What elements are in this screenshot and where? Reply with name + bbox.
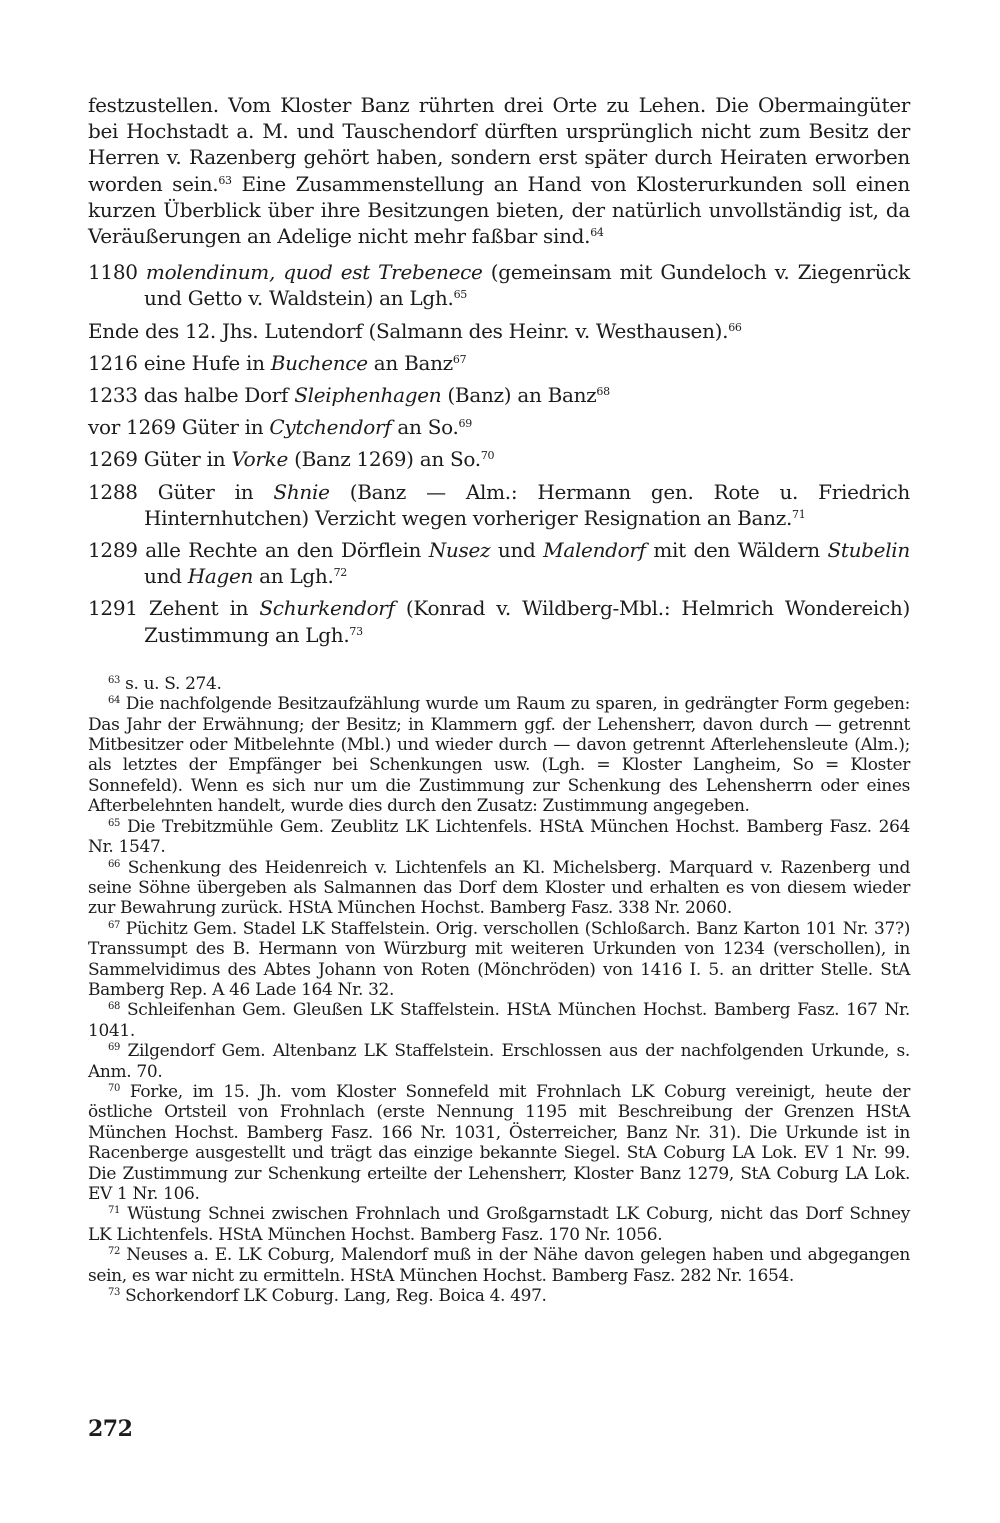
footnote: [88, 1041, 910, 1082]
footnote: [88, 817, 910, 858]
footnote: [88, 1000, 910, 1041]
entry-year: 1291: [88, 596, 138, 621]
entry-place: Vorke: [231, 447, 289, 472]
list-item: [88, 259, 910, 311]
list-item: [88, 479, 910, 531]
list-item: [88, 446, 910, 472]
entry-year: 1180: [88, 260, 138, 285]
entry-place: Nusez: [428, 538, 491, 563]
intro-paragraph: [88, 92, 910, 249]
list-item: [88, 382, 910, 408]
entry-year: 1233: [88, 383, 138, 408]
list-item: [88, 318, 910, 344]
entry-place: Sleiphenhagen: [294, 383, 442, 408]
entry-year: 1289: [88, 538, 138, 563]
footnote: [88, 1204, 910, 1245]
entry-text: Güter in: [175, 415, 270, 440]
entry-place: molendinum, quod est Trebenece: [145, 260, 483, 285]
entry-place: Malendorf: [543, 538, 646, 563]
footnote-ref[interactable]: 67: [452, 352, 467, 366]
entry-year: 1269: [88, 447, 138, 472]
footnote-text: Schleifenhan Gem. Gleußen LK Staffelstein. HStA München Hochst. Bamberg Fasz. 167 Nr. 1041.: [88, 1000, 910, 1041]
footnote-number: 72: [108, 1246, 121, 1258]
entry-text: Güter in: [137, 447, 232, 472]
footnote: [88, 858, 910, 919]
entry-text: (Konrad v. Wildberg-Mbl.: Helmrich Wondereich) Zustimmung an Lgh.: [144, 596, 910, 647]
footnote-ref[interactable]: 70: [480, 449, 495, 463]
entry-text: an Banz: [367, 350, 453, 375]
footnote-number: 70: [108, 1082, 121, 1094]
footnote-number: 66: [108, 858, 121, 870]
entry-text: (Banz — Alm.: Hermann gen. Rote u. Friedrich Hinternhutchen) Verzicht wegen vorheriger Resignation an Banz.: [144, 479, 910, 530]
entry-text: Zehent in: [137, 596, 260, 621]
entry-year: vor 1269: [88, 415, 176, 440]
footnote-number: 71: [108, 1205, 121, 1217]
footnote-ref[interactable]: 72: [333, 566, 347, 580]
intro-text-2: Eine Zusammenstellung an Hand von Klosterurkunden soll einen kurzen Überblick über ihre Besitzungen bieten, der natürlich unvollständig ist, da Veräußerungen an Adelige nicht mehr faßbar sind.: [88, 171, 910, 249]
entry-place: Hagen: [187, 564, 254, 589]
entry-text: (Banz) an Banz: [441, 383, 597, 408]
footnote-number: 65: [108, 817, 121, 829]
entry-text: an So.: [391, 415, 459, 440]
footnote-ref-63[interactable]: 63: [218, 173, 232, 187]
footnote-text: Schorkendorf LK Coburg. Lang, Reg. Boica 4. 497.: [120, 1286, 547, 1307]
footnote-ref[interactable]: 71: [792, 507, 806, 521]
footnote-number: 64: [108, 695, 121, 707]
footnote-text: Wüstung Schnei zwischen Frohnlach und Großgarnstadt LK Coburg, nicht das Dorf Schney LK Lichtenfels. HStA München Hochst. Bamberg Fasz. 170 Nr. 1056.: [88, 1204, 910, 1245]
entry-place: Buchence: [270, 350, 368, 375]
entry-place: Cytchendorf: [269, 415, 392, 440]
list-item: [88, 414, 910, 440]
entry-place: Stubelin: [827, 538, 910, 563]
footnote-text: Die nachfolgende Besitzaufzählung wurde um Raum zu sparen, in gedrängter Form gegeben: Das Jahr der Erwähnung; der Besitz; in Klammern ggf. der Lehensherr, davon durch — getrennt Mitbesitzer oder Mitbelehnte (Mbl.) und wieder durch — davon getrennt Afterlehensleute (Alm.); als letztes der Empfänger bei Schenkungen usw. (Lgh. = Kloster Langheim, So = Kloster Sonnefeld). Wenn es sich nur um die Zustimmung zur Schenkung des Lehensherrn oder eines Afterbelehnten handelt, wurde dies durch den Zusatz: Zustimmung angegeben.: [88, 694, 910, 817]
footnote: [88, 1286, 910, 1306]
footnote-number: 63: [108, 674, 121, 686]
footnote: [88, 694, 910, 816]
property-list: [88, 259, 910, 648]
page-number: 272: [88, 1416, 133, 1442]
footnote-text: Zilgendorf Gem. Altenbanz LK Staffelstein. Erschlossen aus der nachfolgenden Urkunde, s. Anm. 70.: [88, 1041, 910, 1082]
entry-text: Lutendorf (Salmann des Heinr. v. Westhausen).: [258, 318, 729, 343]
footnote-number: 68: [108, 1001, 121, 1013]
entry-text: eine Hufe in: [137, 350, 271, 375]
entry-place: Schurkendorf: [259, 596, 395, 621]
footnote-text: Schenkung des Heidenreich v. Lichtenfels an Kl. Michelsberg. Marquard v. Razenberg und seine Söhne übergeben als Salmannen das Dorf dem Kloster und erhalten es von diesem wieder zur Bewahrung zurück. HStA München Hochst. Bamberg Fasz. 338 Nr. 2060.: [88, 857, 910, 919]
footnote-text: Neuses a. E. LK Coburg, Malendorf muß in der Nähe davon gelegen haben und abgegangen sein, es war nicht zu ermitteln. HStA München Hochst. Bamberg Fasz. 282 Nr. 1654.: [88, 1245, 910, 1286]
footnote-text: s. u. S. 274.: [120, 673, 222, 694]
footnotes-section: [88, 674, 910, 1307]
footnote-number: 73: [108, 1287, 121, 1299]
page-content: [88, 92, 910, 1306]
footnote-ref[interactable]: 69: [458, 417, 472, 431]
entry-year: Ende des 12. Jhs.: [88, 318, 259, 343]
entry-text: (gemeinsam mit Gundeloch v. Ziegenrück und Getto v. Waldstein) an Lgh.: [144, 260, 910, 311]
footnote-number: 67: [108, 919, 121, 931]
entry-text: mit den Wäldern: [645, 538, 828, 563]
entry-place: Shnie: [273, 479, 330, 504]
intro-text-1: festzustellen. Vom Kloster Banz rührten drei Orte zu Lehen. Die Obermaingüter bei Hochstadt a. M. und Tauschendorf dürften ursprünglich nicht zum Besitz der Herren v. Razenberg gehört haben, sondern erst später durch Heiraten erworben worden sein.: [88, 93, 910, 196]
footnote-ref-64[interactable]: 64: [590, 226, 604, 240]
entry-year: 1216: [88, 350, 138, 375]
entry-year: 1288: [88, 479, 138, 504]
footnote: [88, 1245, 910, 1286]
list-item: [88, 350, 910, 376]
footnote: [88, 919, 910, 1001]
footnote-text: Die Trebitzmühle Gem. Zeublitz LK Lichtenfels. HStA München Hochst. Bamberg Fasz. 264 Nr. 1547.: [88, 816, 910, 858]
footnote-ref[interactable]: 66: [728, 320, 742, 334]
footnote-ref[interactable]: 73: [349, 624, 363, 638]
entry-text: Güter in: [137, 479, 274, 504]
list-item: [88, 537, 910, 589]
footnote: [88, 1082, 910, 1204]
footnote: [88, 674, 910, 694]
footnote-text: Püchitz Gem. Stadel LK Staffelstein. Orig. verschollen (Schloßarch. Banz Karton 101 Nr. 37?) Transsumpt des B. Hermann von Würzburg mit weiteren Urkunden von 1234 (verschollen), in Sammelvidimus des Abtes Johann von Roten (Mönchröden) von 1416 I. 5. an dritter Stelle. StA Bamberg Rep. A 46 Lade 164 Nr. 32.: [88, 918, 910, 1000]
footnote-text: Forke, im 15. Jh. vom Kloster Sonnefeld mit Frohnlach LK Coburg vereinigt, heute der östliche Ortsteil von Frohnlach (erste Nennung 1195 mit Beschreibung der Grenzen HStA München Hochst. Bamberg Fasz. 166 Nr. 1031, Österreicher, Banz Nr. 31). Die Urkunde ist in Racenberge ausgestellt und trägt das einzige bekannte Siegel. StA Coburg LA Lok. EV 1 Nr. 99. Die Zustimmung zur Schenkung erteilte der Lehensherr, Kloster Banz 1279, StA Coburg LA Lok. EV 1 Nr. 106.: [88, 1081, 910, 1205]
footnote-ref[interactable]: 68: [596, 385, 610, 399]
entry-text: das halbe Dorf: [137, 383, 295, 408]
entry-text: alle Rechte an den Dörflein: [137, 538, 429, 563]
list-item: [88, 595, 910, 647]
footnote-ref[interactable]: 65: [453, 288, 467, 302]
entry-text: (Banz 1269) an So.: [288, 447, 481, 472]
entry-text: und: [144, 564, 188, 589]
entry-text: an Lgh.: [253, 564, 334, 589]
footnote-number: 69: [108, 1042, 121, 1054]
entry-text: und: [490, 538, 544, 563]
